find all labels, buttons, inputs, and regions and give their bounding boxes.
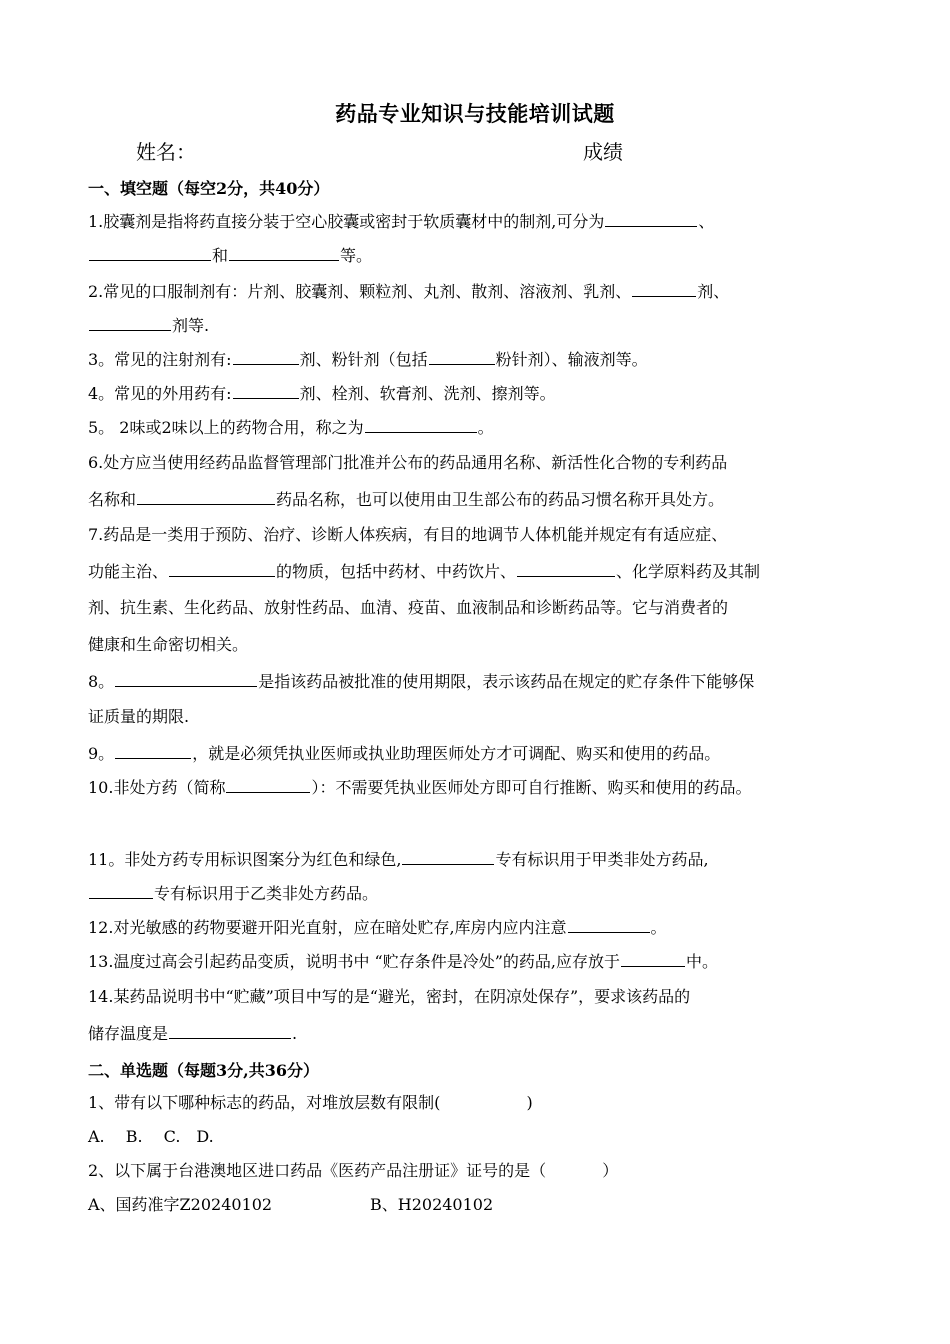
question-7-line1: 7.药品是一类用于预防、治疗、诊断人体疾病，有目的地调节人体机能并规定有有适应症、 [88,525,728,544]
answer-blank[interactable] [568,916,650,933]
answer-blank[interactable] [605,210,697,227]
question-13: 13.温度过高会引起药品变质，说明书中 “贮存条件是冷处”的药品,应存放于 中。 [88,952,718,971]
question-1-line2: 和 等。 [88,244,372,267]
question-7-line2: 功能主治、 的物质，包括中药材、中药饮片、 、化学原料药及其制 [88,562,761,581]
mc-question-1: 1、带有以下哪种标志的药品，对堆放层数有限制( ) [88,1093,533,1112]
answer-blank[interactable] [233,382,299,399]
question-2-line1: 2.常见的口服制剂有：片剂、胶囊剂、颗粒剂、丸剂、散剂、溶液剂、乳剂、 剂、 [88,282,730,301]
section2-heading: 二、单选题（每题3分,共36分） [88,1061,319,1080]
answer-blank[interactable] [621,950,685,967]
answer-blank[interactable] [365,416,477,433]
question-12: 12.对光敏感的药物要避开阳光直射，应在暗处贮存,库房内应内注意 。 [88,918,667,937]
question-6-line2: 名称和 药品名称，也可以使用由卫生部公布的药品习惯名称开具处方。 [88,490,725,509]
answer-blank[interactable] [115,742,191,759]
question-14-line2: 储存温度是 . [88,1024,298,1043]
mc-question-2-option-a: A、国药准字Z20240102 [88,1195,273,1214]
score-label: 成绩 [583,140,623,164]
question-2-line2: 剂等. [88,314,209,337]
answer-blank[interactable] [89,882,153,899]
question-11-line2: 专有标识用于乙类非处方药品。 [88,882,378,905]
mc-question-1-options: A. B. C. D. [88,1127,214,1146]
answer-blank[interactable] [402,848,494,865]
page-title: 药品专业知识与技能培训试题 [335,101,615,126]
question-11-line1: 11。非处方药专用标识图案分为红色和绿色, 专有标识用于甲类非处方药品, [88,850,709,869]
question-4: 4。常见的外用药有: 剂、栓剂、软膏剂、洗剂、擦剂等。 [88,384,556,403]
answer-blank[interactable] [233,348,299,365]
question-10: 10.非处方药（简称 ）：不需要凭执业医师处方即可自行推断、购买和使用的药品。 [88,778,752,797]
question-14-line1: 14.某药品说明书中“贮藏”项目中写的是“避光，密封，在阴凉处保存”，要求该药品的 [88,987,691,1006]
question-8-line1: 8。 是指该药品被批准的使用期限，表示该药品在规定的贮存条件下能够保 [88,672,755,691]
question-3: 3。常见的注射剂有: 剂、粉针剂（包括 粉针剂）、输液剂等。 [88,350,648,369]
answer-blank[interactable] [632,280,696,297]
section1-heading: 一、填空题（每空2分，共40分） [88,179,330,198]
answer-blank[interactable] [169,1022,291,1039]
answer-blank[interactable] [226,776,310,793]
question-9: 9。 ，就是必须凭执业医师或执业助理医师处方才可调配、购买和使用的药品。 [88,744,721,763]
question-7-line3: 剂、抗生素、生化药品、放射性药品、血清、疫苗、血液制品和诊断药品等。它与消费者的 [88,598,729,617]
answer-blank[interactable] [115,670,257,687]
mc-question-2-option-b: B、H20240102 [370,1195,494,1214]
question-5: 5。 2味或2味以上的药物合用，称之为 。 [88,418,494,437]
question-6-line1: 6.处方应当使用经药品监督管理部门批准并公布的药品通用名称、新活性化合物的专利药品 [88,453,728,472]
question-1-line1: 1.胶囊剂是指将药直接分装于空心胶囊或密封于软质囊材中的制剂,可分为 、 [88,212,715,231]
answer-blank[interactable] [517,560,615,577]
question-8-line2: 证质量的期限. [88,707,190,726]
answer-blank[interactable] [137,488,275,505]
answer-blank[interactable] [169,560,275,577]
question-7-line4: 健康和生命密切相关。 [88,635,249,654]
mc-question-2: 2、以下属于台港澳地区进口药品《医药产品注册证》证号的是（ ） [88,1161,619,1180]
answer-blank[interactable] [229,244,339,261]
answer-blank[interactable] [89,244,211,261]
name-label: 姓名： [136,140,196,164]
answer-blank[interactable] [429,348,495,365]
answer-blank[interactable] [89,314,171,331]
